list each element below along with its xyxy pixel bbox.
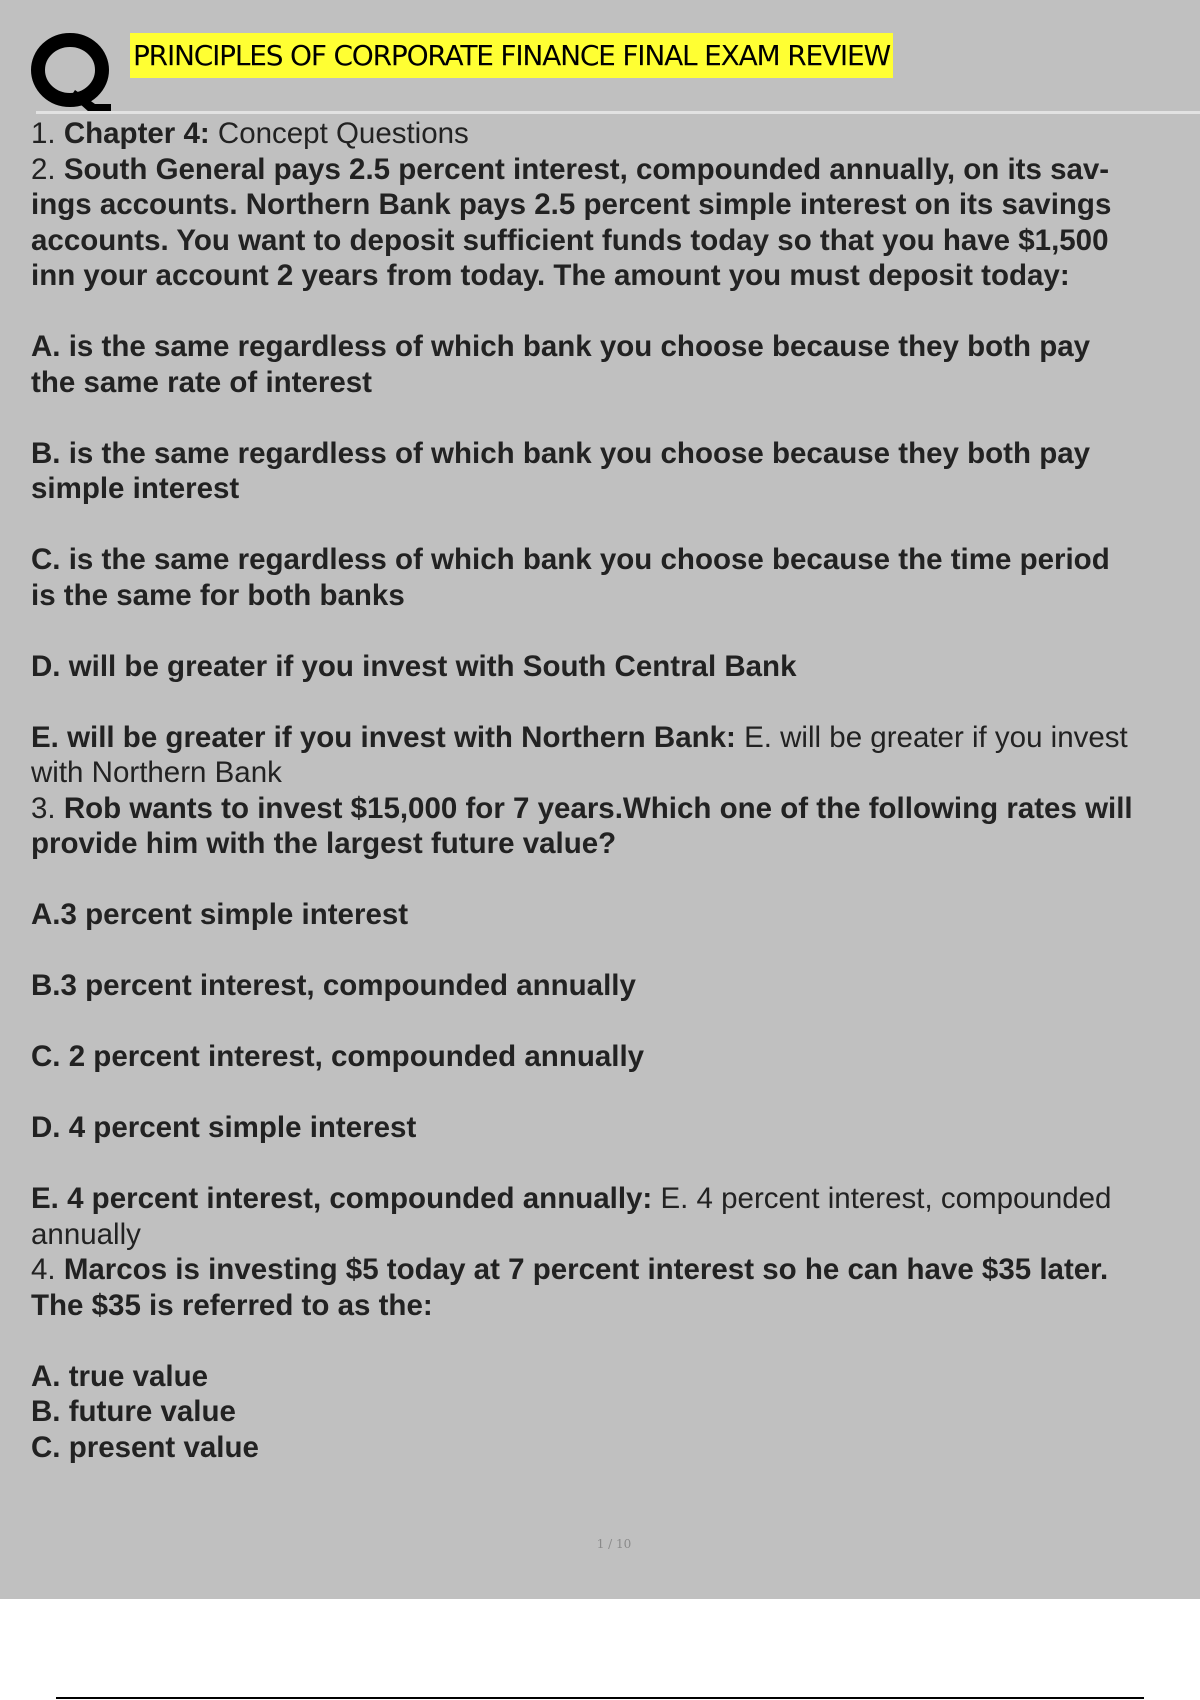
- option-text: E. 4 percent interest, compounded annually:: [31, 1182, 653, 1215]
- q2-option-c-cont: is the same for both banks: [31, 578, 405, 612]
- q2-option-b: B. is the same regardless of which bank you choose because they both pay: [31, 436, 1091, 470]
- document-title: PRINCIPLES OF CORPORATE FINANCE FINAL EXAM REVIEW: [130, 33, 893, 78]
- q3-option-e: [31, 1181, 1200, 1217]
- question-3-line-1: [31, 791, 1200, 827]
- question-2-line-1: [31, 152, 1200, 188]
- question-number: 4.: [31, 1253, 56, 1286]
- q2-option-e: [31, 720, 1200, 756]
- exam-content: [31, 116, 1200, 1465]
- question-1: [31, 116, 1200, 152]
- q3-option-c: C. 2 percent interest, compounded annually: [31, 1040, 645, 1073]
- question-answer: Concept Questions: [217, 117, 469, 150]
- q2-option-a: A. is the same regardless of which bank you choose because they both pay: [31, 330, 1091, 363]
- question-2-line-4: inn your account 2 years from today. The amount you must deposit today:: [31, 259, 1070, 292]
- question-2-line-2: ings accounts. Northern Bank pays 2.5 percent simple interest on its savings: [31, 188, 1112, 221]
- q3-option-a: A.3 percent simple interest: [31, 898, 409, 931]
- q2-option-a-cont: the same rate of interest: [31, 365, 373, 399]
- q2-answer-cont: with Northern Bank: [31, 756, 282, 789]
- question-number: 1.: [31, 117, 56, 150]
- option-text: E. will be greater if you invest with Northern Bank:: [31, 720, 736, 754]
- question-number: 2.: [31, 152, 56, 186]
- q2-option-d: D. will be greater if you invest with South Central Bank: [31, 649, 797, 683]
- question-answer: E. 4 percent interest, compounded: [660, 1182, 1112, 1215]
- question-prompt: Chapter 4:: [63, 117, 210, 150]
- q2-option-b-cont: simple interest: [31, 472, 240, 505]
- q3-answer-cont: annually: [31, 1217, 141, 1251]
- footer-divider: [56, 1697, 1144, 1699]
- q4-option-b: B. future value: [31, 1395, 236, 1428]
- question-3-line-2: provide him with the largest future value?: [31, 827, 617, 860]
- q4-option-c: C. present value: [31, 1430, 259, 1464]
- page-indicator: 1 / 10: [596, 1537, 632, 1551]
- q-letter-logo-icon: [31, 32, 111, 112]
- q4-option-a: A. true value: [31, 1359, 209, 1393]
- question-2-line-3: accounts. You want to deposit sufficient funds today so that you have $1,500: [31, 223, 1109, 257]
- question-text: Rob wants to invest $15,000 for 7 years.Which one of the following rates will: [63, 791, 1133, 825]
- q2-option-c: C. is the same regardless of which bank you choose because the time period: [31, 543, 1110, 576]
- question-answer: E. will be greater if you invest: [744, 720, 1128, 754]
- question-4-line-2: The $35 is referred to as the:: [31, 1288, 433, 1322]
- question-4-line-1: [31, 1252, 1200, 1288]
- question-text: Marcos is investing $5 today at 7 percent interest so he can have $35 later.: [63, 1253, 1109, 1286]
- q3-option-b: B.3 percent interest, compounded annually: [31, 969, 636, 1002]
- q3-option-d: D. 4 percent simple interest: [31, 1111, 417, 1144]
- question-number: 3.: [31, 791, 56, 825]
- header-divider: [36, 111, 1200, 114]
- question-text: South General pays 2.5 percent interest, compounded annually, on its sav-: [63, 152, 1110, 186]
